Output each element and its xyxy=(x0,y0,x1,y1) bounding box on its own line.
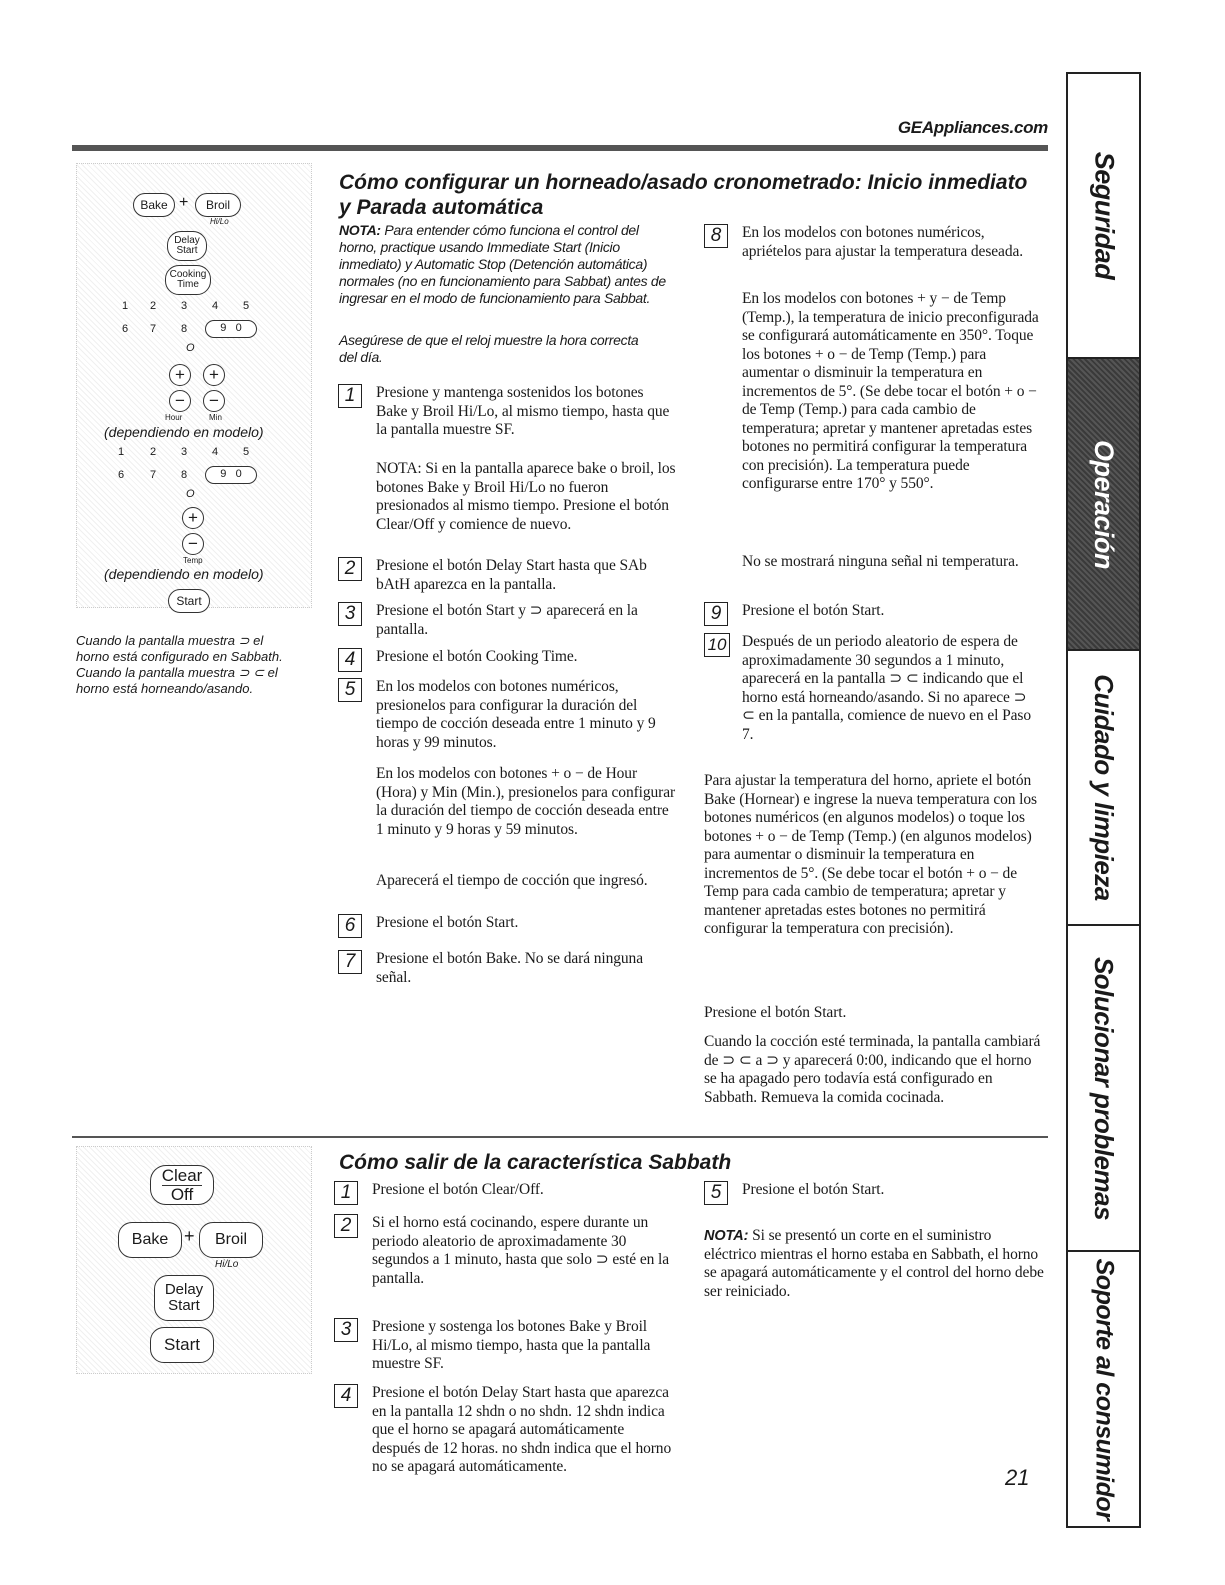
keypad-digit: 4 xyxy=(212,300,219,312)
model-note-2: (dependiendo en modelo) xyxy=(104,566,264,582)
keypad-digit: 1 xyxy=(122,300,129,312)
keypad-digit: 5 xyxy=(243,300,250,312)
site-url: GEAppliances.com xyxy=(897,118,1048,137)
hour-plus-icon: + xyxy=(169,364,191,386)
step-number: 10 xyxy=(704,633,730,657)
step-2: 2 Presione el botón Delay Start hasta que SAb bAtH aparezca en la pantalla. xyxy=(376,557,676,594)
exit-step-1: 1 Presione el botón Clear/Off. xyxy=(372,1181,672,1200)
keypad-digit: 7 xyxy=(150,469,157,481)
step-6: 6 Presione el botón Start. xyxy=(376,914,676,933)
press-start-paragraph: Presione el botón Start. xyxy=(704,1004,847,1021)
step-4: 4 Presione el botón Cooking Time. xyxy=(376,648,676,667)
step-8-note: No se mostrará ninguna señal ni temperatura. xyxy=(742,553,1019,570)
min-plus-icon: + xyxy=(203,364,225,386)
side-tab-column xyxy=(1066,72,1141,1528)
top-rule xyxy=(72,145,1048,151)
page-number: 21 xyxy=(1005,1465,1030,1490)
step-3: 3 Presione el botón Start y ⊃ aparecerá en la pantalla. xyxy=(376,602,676,639)
keypad-digit: 5 xyxy=(243,446,250,458)
step-number: 3 xyxy=(334,1318,358,1342)
hilo-label: Hi/Lo xyxy=(215,1259,239,1270)
hour-minus-icon: − xyxy=(169,390,191,412)
keypad-digit: 3 xyxy=(181,300,188,312)
min-minus-icon: − xyxy=(203,390,225,412)
delay-start-button: Delay Start xyxy=(167,231,207,261)
step-9: 9 Presione el botón Start. xyxy=(742,602,1042,621)
step-number: 8 xyxy=(704,224,728,248)
note-clock: Asegúrese de que el reloj muestre la hora correcta del día. xyxy=(339,332,639,365)
keypad-digit: 1 xyxy=(118,446,125,458)
temp-minus-icon: − xyxy=(182,533,204,555)
broil-button: Broil xyxy=(195,193,241,217)
hour-label: Hour xyxy=(165,413,183,422)
tab-solucionar[interactable]: Solucionar problemas xyxy=(1089,956,1120,1220)
step-10: 10 Después de un periodo aleatorio de espera de aproximadamente 30 segundos a 1 minuto, aparecerá en la pantalla ⊃ ⊂ indicando que el horno está horneando/asando. Si no aparece ⊃ ⊂ en la pantalla, comience de nuevo en el Paso 7. xyxy=(742,633,1042,744)
exit-note: NOTA: Si se presentó un corte en el suministro eléctrico mientras el horno estaba en Sabbath, el horno se apagará automáticamente y el control del horno debe ser reiniciado. xyxy=(704,1227,1044,1300)
temp-label: Temp xyxy=(183,556,203,565)
broil-button: Broil xyxy=(199,1222,263,1258)
min-label: Min xyxy=(209,413,222,422)
clear-off-button: Clear Off xyxy=(150,1165,214,1205)
step-5-alt: En los modelos con botones + o − de Hour (Hora) y Min (Min.), presionelos para configurar la duración del tiempo de cocción deseada entre 1 minuto y 9 horas y 59 minutos. xyxy=(376,765,676,838)
tab-seguridad[interactable]: Seguridad xyxy=(1089,151,1119,280)
cooking-done-paragraph: Cuando la cocción esté terminada, la pantalla cambiará de ⊃ ⊂ a ⊃ y aparecerá 0:00, indicando que el horno se ha apagado pero todavía está configurado en Sabbath. Remueva la comida cocinada. xyxy=(704,1033,1041,1106)
step-number: 6 xyxy=(338,914,362,938)
or-label: O xyxy=(186,342,195,354)
step-8-alt: En los modelos con botones + y − de Temp (Temp.), la temperatura de inicio preconfigurada se configurará automáticamente en 350°. Toque los botones + o − de Temp (Temp.) para aumentar o disminuir la temperatura en incrementos de 5°. (Se debe tocar el botón + o − de Temp (Temp.) para cada cambio de temperatura; apretar y mantener apretadas estes botones no permitirá configurar la temperatura con precisión). La temperatura puede configurarse entre 170° y 550°. xyxy=(742,290,1039,492)
keypad-digit: 3 xyxy=(181,446,188,458)
step-5: 5 En los modelos con botones numéricos, presionelos para configurar la duración del tiempo de cocción deseada entre 1 minuto y 9 horas y 99 minutos. xyxy=(376,678,676,752)
exit-step-2: 2 Si el horno está cocinando, espere durante un periodo aleatorio de aproximadamente 30 segundos a 1 minuto, hasta que solo ⊃ esté en la pantalla. xyxy=(372,1214,672,1288)
step-5-note: Aparecerá el tiempo de cocción que ingresó. xyxy=(376,872,648,889)
plus-sign: + xyxy=(179,194,189,211)
plus-sign: + xyxy=(184,1226,195,1246)
section-title-1: Cómo configurar un horneado/asado cronometrado: Inicio inmediato y Parada automática xyxy=(339,171,1028,219)
keypad-digit: 6 xyxy=(118,469,125,481)
step-number: 3 xyxy=(338,602,362,626)
bake-button: Bake xyxy=(118,1222,182,1258)
cooking-time-button: Cooking Time xyxy=(165,265,211,295)
step-7: 7 Presione el botón Bake. No se dará ninguna señal. xyxy=(376,950,676,987)
step-number: 7 xyxy=(338,950,362,974)
step-number: 2 xyxy=(338,557,362,581)
or-label: O xyxy=(186,488,195,500)
step-1: 1 Presione y mantenga sostenidos los botones Bake y Broil Hi/Lo, al mismo tiempo, hasta que la pantalla muestre SF. xyxy=(376,384,676,440)
model-note-1: (dependiendo en modelo) xyxy=(104,424,264,440)
section-divider xyxy=(72,1136,1048,1138)
note-intro: NOTA: Para entender cómo funciona el control del horno, practique usando Immediate Start (Inicio inmediato) y Automatic Stop (Detención automática) normales (no en funcionamiento para Sabbat) antes de ingresar en el modo de funcionamiento para Sabbat. xyxy=(339,222,666,306)
step-number: 9 xyxy=(704,602,728,626)
exit-step-5: 5 Presione el botón Start. xyxy=(742,1181,1042,1200)
delay-start-button: Delay Start xyxy=(154,1275,214,1321)
step-number: 5 xyxy=(338,678,362,702)
tab-operacion[interactable]: Operación xyxy=(1068,359,1139,649)
step-number: 1 xyxy=(334,1181,358,1205)
step-number: 4 xyxy=(334,1384,358,1408)
start-button: Start xyxy=(168,589,210,613)
start-button: Start xyxy=(150,1327,214,1363)
display-caption: Cuando la pantalla muestra ⊃ el horno está configurado en Sabbath. Cuando la pantalla muestra ⊃ ⊂ el horno está horneando/asando. xyxy=(76,633,283,696)
temp-plus-icon: + xyxy=(182,507,204,529)
keypad-digit: 2 xyxy=(150,446,157,458)
exit-step-3: 3 Presione y sostenga los botones Bake y Broil Hi/Lo, al mismo tiempo, hasta que la pantalla muestre SF. xyxy=(372,1318,672,1374)
step-number: 4 xyxy=(338,648,362,672)
step-number: 5 xyxy=(704,1181,728,1205)
tab-cuidado[interactable]: Cuidado y limpieza xyxy=(1089,674,1119,901)
keypad-digit: 8 xyxy=(181,323,188,335)
bake-button: Bake xyxy=(133,193,175,217)
step-number: 2 xyxy=(334,1214,358,1238)
adjust-temp-paragraph: Para ajustar la temperatura del horno, apriete el botón Bake (Hornear) e ingrese la nueva temperatura con los botones numéricos (en algunos modelos) o toque los botones + o − de Temp (Temp.) (en algunos modelos) para aumentar o disminuir la temperatura en incrementos de 5°. (Se debe tocar el botón + o − de Temp para cada cambio de temperatura; apretar y mantener apretadas estes botones no permitirá configurar la temperatura con precisión). xyxy=(704,772,1037,937)
keypad-digit: 8 xyxy=(181,469,188,481)
step-number: 1 xyxy=(338,384,362,408)
step-8: 8 En los modelos con botones numéricos, apriételos para ajustar la temperatura deseada. xyxy=(742,224,1042,261)
step-1-note: NOTA: Si en la pantalla aparece bake o broil, los botones Bake y Broil Hi/Lo no fueron presionados al mismo tiempo. Presione el botón Clear/Off y comience de nuevo. xyxy=(376,460,676,533)
keypad-9-0: 9 0 xyxy=(205,466,257,484)
keypad-digit: 7 xyxy=(150,323,157,335)
keypad-digit: 6 xyxy=(122,323,129,335)
keypad-digit: 2 xyxy=(150,300,157,312)
section-title-2: Cómo salir de la característica Sabbath xyxy=(339,1151,732,1174)
keypad-9-0: 9 0 xyxy=(205,320,257,338)
hilo-label: Hi/Lo xyxy=(210,217,229,226)
keypad-digit: 4 xyxy=(212,446,219,458)
exit-step-4: 4 Presione el botón Delay Start hasta que aparezca en la pantalla 12 shdn o no shdn. 12 shdn indica que el horno se apagará automáticamente después de 12 horas. no shdn indica que el horno no se apagará automáticamente. xyxy=(372,1384,672,1477)
tab-soporte[interactable]: Soporte al consumidor xyxy=(1090,1258,1119,1520)
